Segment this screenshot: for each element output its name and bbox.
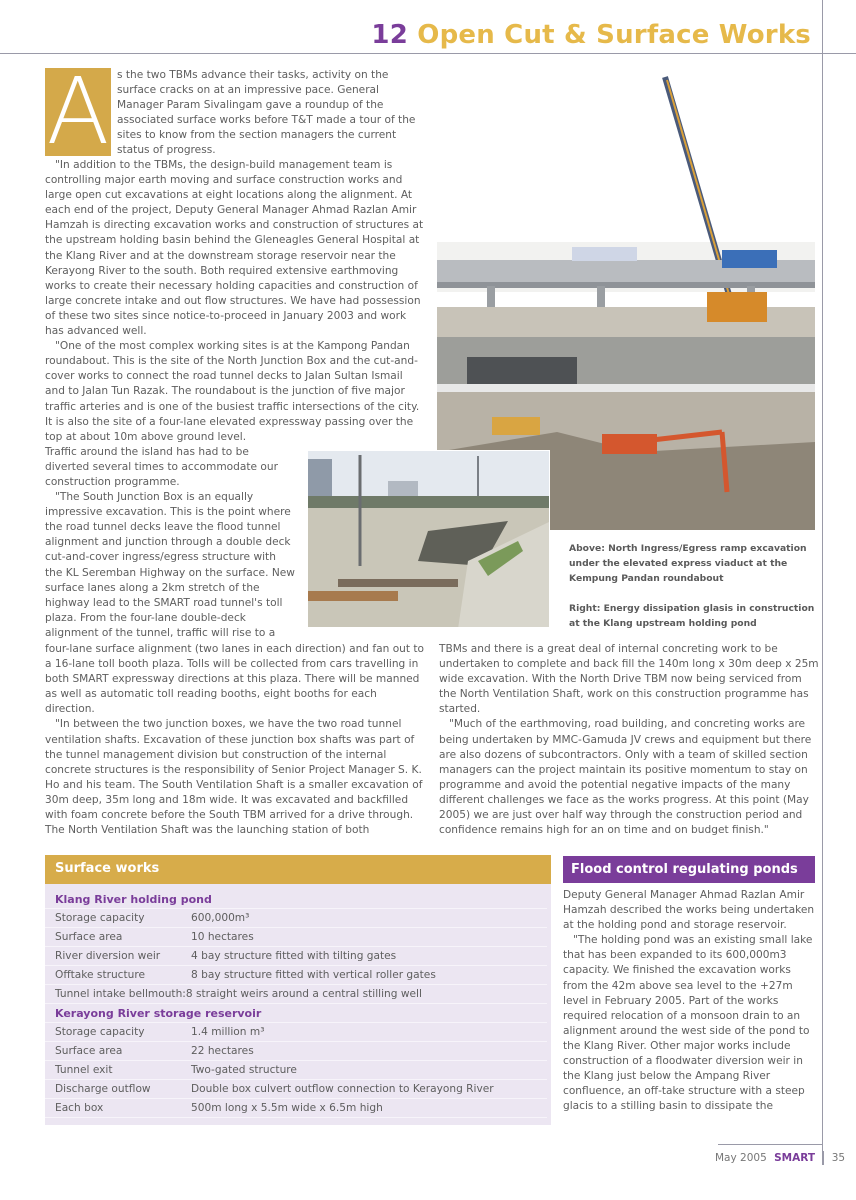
row-label: Storage capacity bbox=[55, 912, 145, 924]
article-paragraph: "In addition to the TBMs, the design-build management team is controlling major earth moving and surface construction works and large open cut excavations at eight locations along the alignment. At each end of the project, Deputy General Manager Ahmad Razlan Amir Hamzah is directing excavation works and construction of structures at the upstream holding basin behind the Gleneagles General Hospital at the Klang River and at the downstream storage reservoir near the Kerayong River to the south. Both required extensive earthmoving works to create their necessary holding capacities and construction of large concrete intake and out flow structures. We have had possession of these two sites since notice-to-proceed in January 2003 and work has advanced well. bbox=[45, 159, 424, 338]
row-label: Surface area bbox=[55, 931, 123, 943]
article-paragraph: "Much of the earthmoving, road building, and concreting works are being undertaken by MMC-Gamuda JV crews and equipment but there are also dozens of subcontractors. Only with a team of skilled section managers can the project maintain its positive momentum to stay on programme and avoid the potential negative impacts of the many different challenges we face as the works progress. At this point (May 2005) we are just over half way through the construction period and confidence remains high for an on time and on budget finish." bbox=[439, 718, 812, 837]
article-column-right bbox=[439, 642, 821, 838]
flood-control-text bbox=[563, 888, 818, 1114]
caption-right: Right: Energy dissipation glasis in construction at the Klang upstream holding pond bbox=[569, 603, 815, 629]
row-value: 4 bay structure fitted with tilting gates bbox=[191, 950, 397, 962]
article-paragraph: Traffic around the island has had to be diverted several times to accommodate our construction programme. bbox=[45, 445, 278, 488]
table-row bbox=[45, 966, 547, 985]
row-value: 1.4 million m³ bbox=[191, 1026, 265, 1038]
article-paragraph: "The South Junction Box is an equally impressive excavation. This is the point where the road tunnel decks leave the flood tunnel alignment and junction through a double deck cut-and-cover ingress/egress structure with the KL Seremban Highway on the surface. New surface lanes along a 2km stretch of the highway lead to the SMART road tunnel's toll plaza. From the four-lane double-deck alignment of the tunnel, traffic will rise to a bbox=[45, 491, 295, 639]
row-label: Tunnel exit bbox=[55, 1064, 113, 1076]
row-value: Two-gated structure bbox=[191, 1064, 297, 1076]
row-value: Double box culvert outflow connection to Kerayong River bbox=[191, 1083, 494, 1095]
article-paragraph: four-lane surface alignment (two lanes in each direction) and fan out to a 16-lane toll booth plaza. Tolls will be collected from cars travelling in both SMART expressway directions at this plaza. There will be manned as well as automatic toll reading booths, eight booths for each direction. bbox=[45, 643, 425, 716]
page-title bbox=[371, 20, 811, 50]
footer-divider bbox=[823, 1151, 824, 1165]
photo-image bbox=[308, 451, 550, 628]
row-label: Storage capacity bbox=[55, 1026, 145, 1038]
table-row bbox=[45, 928, 547, 947]
footer-rule bbox=[718, 1144, 822, 1145]
row-label: Tunnel intake bellmouth: bbox=[55, 988, 186, 1000]
row-label: Surface area bbox=[55, 1045, 123, 1057]
table-row bbox=[45, 909, 547, 928]
publication-brand: SMART bbox=[774, 1152, 816, 1164]
row-label: Each box bbox=[55, 1102, 104, 1114]
flood-control-title: Flood control regulating ponds bbox=[563, 856, 815, 883]
row-value: 8 straight weirs around a central stilling well bbox=[185, 988, 422, 1000]
row-label: Offtake structure bbox=[55, 969, 145, 981]
table-row bbox=[45, 947, 547, 966]
sidebar-paragraph: "The holding pond was an existing small lake that has been expanded to its 600,000m3 capacity. We finished the excavation works from the 42m above sea level to the +27m level in February 2005. Part of the works required relocation of a monsoon drain to an alignment around the west side of the pond to the Klang River. Other major works include construction of a floodwater diversion weir in the Klang just below the Ampang River confluence, an off-take structure with a steep glacis to a stilling basin to dissipate the bbox=[563, 934, 813, 1113]
surface-works-title: Surface works bbox=[45, 855, 551, 884]
table-row bbox=[45, 985, 547, 1004]
surface-works-table bbox=[45, 855, 551, 1125]
photo-klang-holding-pond bbox=[307, 450, 550, 628]
table-row bbox=[45, 1042, 547, 1061]
row-value: 8 bay structure fitted with vertical roller gates bbox=[191, 969, 436, 981]
table-row bbox=[45, 1099, 547, 1118]
row-value: 22 hectares bbox=[191, 1045, 254, 1057]
row-value: 600,000m³ bbox=[191, 912, 250, 924]
page-footer bbox=[715, 1151, 845, 1165]
issue-date: May 2005 bbox=[715, 1152, 767, 1164]
article-paragraph: TBMs and there is a great deal of internal concreting work to be undertaken to complete and back fill the 140m long x 30m deep x 25m wide excavation. With the North Drive TBM now being serviced from the North Ventilation Shaft, work on this construction programme has started. bbox=[439, 643, 819, 716]
table-row bbox=[45, 1061, 547, 1080]
photo-captions bbox=[569, 541, 819, 631]
table-section-heading: Kerayong River storage reservoir bbox=[45, 1004, 547, 1023]
row-value: 10 hectares bbox=[191, 931, 254, 943]
sidebar-paragraph: Deputy General Manager Ahmad Razlan Amir Hamzah described the works being undertaken at the holding pond and storage reservoir. bbox=[563, 889, 815, 932]
article-paragraph: "One of the most complex working sites is at the Kampong Pandan roundabout. This is the site of the North Junction Box and the cut-and-cover works to connect the road tunnel decks to Jalan Sultan Ismail and to Jalan Tun Razak. The roundabout is the junction of five major traffic arteries and is one of the busiest traffic intersections of the city. It is also the site of a four-lane elevated expressway passing over the top at about 10m above ground level. bbox=[45, 340, 420, 443]
table-row bbox=[45, 1080, 547, 1099]
drop-cap: A bbox=[46, 58, 110, 165]
article-column-left-lower bbox=[45, 642, 425, 838]
caption-above: Above: North Ingress/Egress ramp excavation under the elevated express viaduct at the Kempung Pandan roundabout bbox=[569, 543, 807, 584]
row-value: 500m long x 5.5m wide x 6.5m high bbox=[191, 1102, 383, 1114]
row-label: River diversion weir bbox=[55, 950, 161, 962]
table-row bbox=[45, 1023, 547, 1042]
page-margin-rule bbox=[822, 0, 823, 1165]
intro-paragraph: s the two TBMs advance their tasks, activity on the surface cracks on at an impressive pace. General Manager Param Sivalingam gave a roundup of the associated surface works before T&T made a tour of the sites to know from the section managers the current status of progress. bbox=[117, 69, 416, 157]
row-label: Discharge outflow bbox=[55, 1083, 151, 1095]
section-title: Open Cut & Surface Works bbox=[417, 20, 811, 50]
section-number: 12 bbox=[371, 20, 408, 50]
header-rule bbox=[0, 53, 856, 54]
page-number: 35 bbox=[831, 1152, 846, 1164]
intro-block bbox=[45, 58, 425, 165]
table-section-heading: Klang River holding pond bbox=[45, 890, 547, 909]
flood-control-sidebar bbox=[563, 856, 815, 1114]
article-paragraph: "In between the two junction boxes, we have the two road tunnel ventilation shafts. Excavation of these junction box shafts was part of the tunnel management division but construction of the internal concrete structures is the responsibility of Senior Project Manager S. K. Ho and his team. The South Ventilation Shaft is a smaller excavation of 30m deep, 35m long and 18m wide. It was excavated and backfilled with foam concrete before the South TBM arrived for a drive through. The North Ventilation Shaft was the launching station of both bbox=[45, 718, 423, 837]
